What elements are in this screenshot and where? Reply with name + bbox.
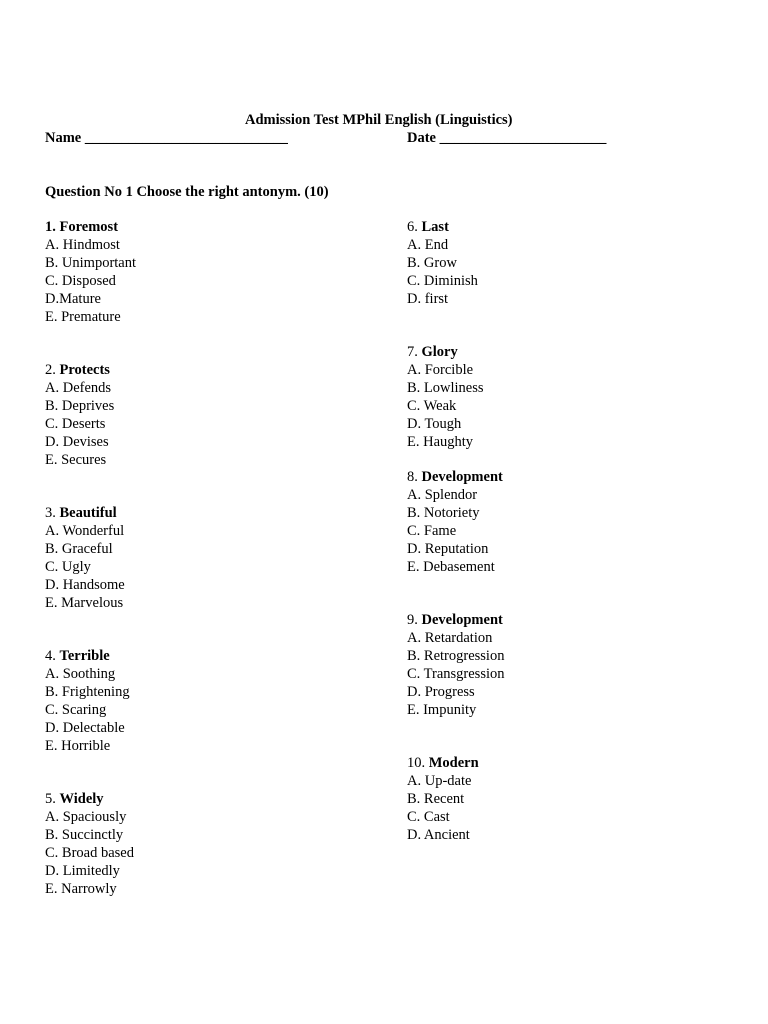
option: A. Forcible — [407, 362, 474, 378]
option: B. Retrogression — [407, 648, 505, 664]
question-2 — [45, 361, 114, 469]
option: D. Handsome — [45, 577, 125, 593]
option: D. Ancient — [407, 827, 470, 843]
option: B. Notoriety — [407, 505, 480, 521]
question-number: 8. — [407, 469, 422, 485]
option: E. Marvelous — [45, 595, 124, 611]
option: E. Debasement — [407, 559, 495, 575]
question-number: 9. — [407, 612, 422, 628]
option: C. Scaring — [45, 702, 107, 718]
question-word: Widely — [59, 791, 104, 807]
question-word: Protects — [59, 362, 110, 378]
question-6 — [407, 218, 478, 308]
question-word: Development — [421, 612, 503, 628]
option: D. first — [407, 291, 449, 307]
question-5 — [45, 790, 134, 898]
option: A. Retardation — [407, 630, 493, 646]
question-7 — [407, 343, 484, 451]
option: A. Soothing — [45, 666, 116, 682]
option: A. Spaciously — [45, 809, 127, 825]
option: A. End — [407, 237, 449, 253]
question-word: Glory — [421, 344, 458, 360]
option: B. Frightening — [45, 684, 130, 700]
question-number: 1. — [45, 219, 60, 235]
option: D. Devises — [45, 434, 109, 450]
option: A. Wonderful — [45, 523, 125, 539]
option: D. Limitedly — [45, 863, 120, 879]
question-number: 3. — [45, 505, 60, 521]
option: C. Disposed — [45, 273, 116, 289]
question-8 — [407, 468, 503, 576]
question-4 — [45, 647, 130, 755]
option: D. Progress — [407, 684, 475, 700]
question-word: Terrible — [59, 648, 110, 664]
question-instruction: Question No 1 Choose the right antonym. (10) — [45, 184, 329, 200]
option: B. Lowliness — [407, 380, 484, 396]
option: C. Weak — [407, 398, 457, 414]
name-field-line: Name ____________________________ — [45, 130, 288, 146]
option: E. Impunity — [407, 702, 477, 718]
option: E. Haughty — [407, 434, 474, 450]
option: E. Secures — [45, 452, 107, 468]
option: B. Recent — [407, 791, 465, 807]
option: C. Fame — [407, 523, 457, 539]
question-number: 5. — [45, 791, 60, 807]
option: C. Cast — [407, 809, 450, 825]
option: E. Narrowly — [45, 881, 117, 897]
option: B. Deprives — [45, 398, 115, 414]
option: A. Defends — [45, 380, 112, 396]
question-number: 10. — [407, 755, 429, 771]
page-title: Admission Test MPhil English (Linguistics) — [245, 112, 513, 128]
date-field-line: Date _______________________ — [407, 130, 607, 146]
option: C. Deserts — [45, 416, 106, 432]
question-10 — [407, 754, 479, 844]
option: C. Broad based — [45, 845, 134, 861]
question-1 — [45, 218, 136, 326]
question-number: 2. — [45, 362, 60, 378]
option: D. Reputation — [407, 541, 489, 557]
question-word: Last — [421, 219, 449, 235]
question-word: Modern — [428, 755, 479, 771]
question-word: Foremost — [59, 219, 119, 235]
option: A. Hindmost — [45, 237, 120, 253]
question-word: Development — [421, 469, 503, 485]
option: B. Succinctly — [45, 827, 124, 843]
option: B. Graceful — [45, 541, 113, 557]
option: C. Transgression — [407, 666, 505, 682]
option: A. Splendor — [407, 487, 478, 503]
option: A. Up-date — [407, 773, 472, 789]
option: C. Ugly — [45, 559, 91, 575]
question-number: 4. — [45, 648, 60, 664]
question-number: 7. — [407, 344, 422, 360]
option: C. Diminish — [407, 273, 478, 289]
option: D.Mature — [45, 291, 101, 307]
option: E. Premature — [45, 309, 121, 325]
question-number: 6. — [407, 219, 422, 235]
question-word: Beautiful — [59, 505, 117, 521]
option: B. Unimportant — [45, 255, 137, 271]
option: E. Horrible — [45, 738, 111, 754]
question-9 — [407, 611, 505, 719]
option: B. Grow — [407, 255, 457, 271]
option: D. Delectable — [45, 720, 125, 736]
question-3 — [45, 504, 125, 612]
option: D. Tough — [407, 416, 462, 432]
